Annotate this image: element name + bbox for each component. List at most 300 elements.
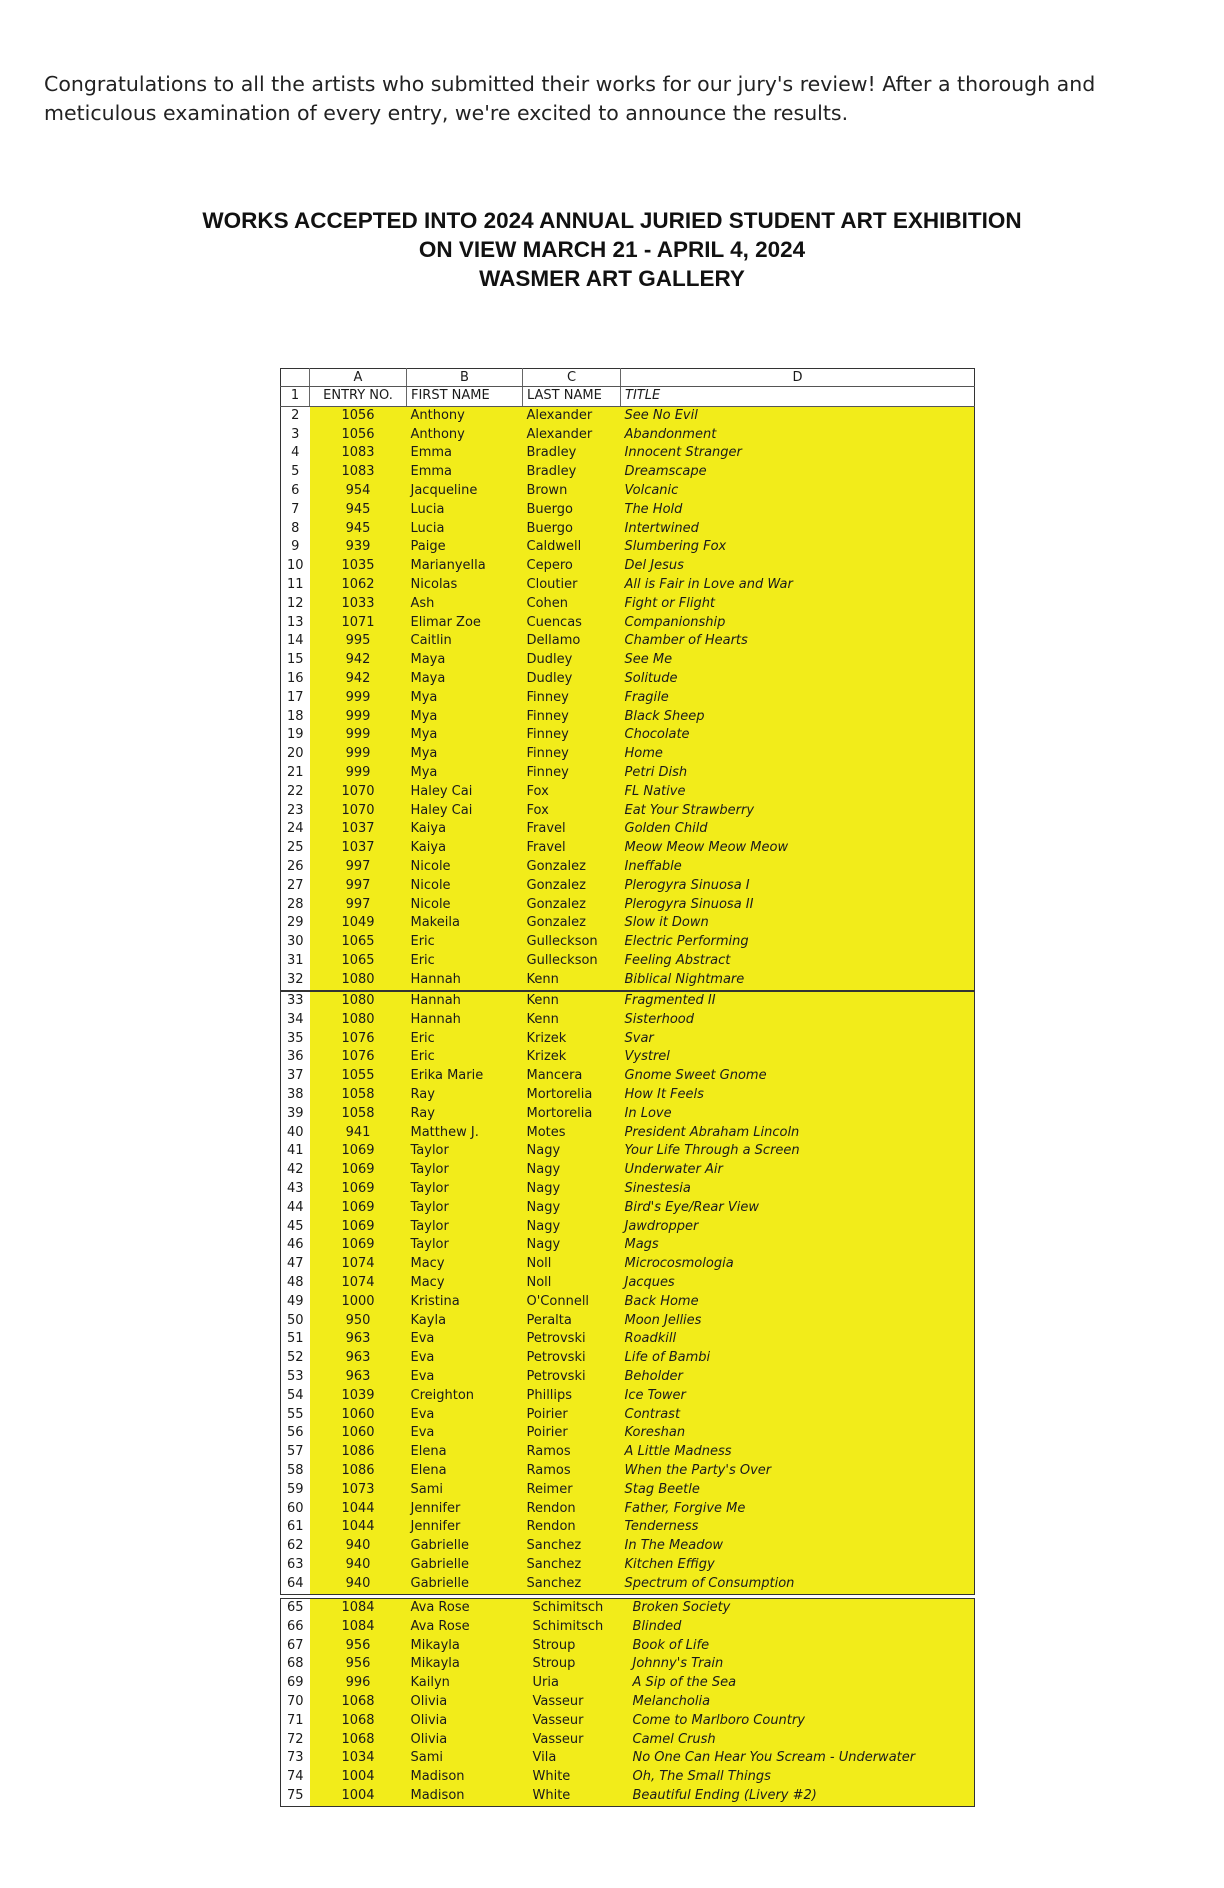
entry-no-cell: 1033 [310,595,407,614]
entry-no-cell: 940 [310,1575,407,1594]
title-cell: Del Jesus [621,557,975,576]
title-cell: Father, Forgive Me [621,1500,975,1519]
last-name-cell: Mortorelia [523,1086,621,1105]
first-name-cell: Olivia [407,1731,529,1750]
title-cell: President Abraham Lincoln [621,1124,975,1143]
table-row [281,614,975,633]
row-number: 37 [281,1067,310,1086]
title-cell: Oh, The Small Things [629,1768,975,1787]
entry-no-cell: 954 [310,482,407,501]
title-cell: In The Meadow [621,1537,975,1556]
title-cell: Beautiful Ending (Livery #2) [629,1787,975,1806]
title-cell: Ice Tower [621,1387,975,1406]
title-cell: Feeling Abstract [621,952,975,971]
table-row [281,538,975,557]
first-name-cell: Taylor [407,1161,523,1180]
first-name-cell: Taylor [407,1218,523,1237]
column-letter-c[interactable]: C [523,369,621,387]
entry-no-cell: 999 [310,764,407,783]
table-row [281,1618,975,1637]
column-letter-a[interactable]: A [310,369,407,387]
title-cell: Meow Meow Meow Meow [621,839,975,858]
entry-no-cell: 1035 [310,557,407,576]
entry-no-cell: 956 [310,1655,407,1674]
spreadsheet-block-1 [280,368,975,991]
title-cell: Contrast [621,1406,975,1425]
first-name-cell: Nicole [407,877,523,896]
title-cell: The Hold [621,501,975,520]
title-cell: Fragmented II [621,992,975,1011]
header-last-name: LAST NAME [523,387,621,407]
spreadsheet-block-2 [280,991,975,1595]
table-row [281,1575,975,1594]
row-number: 65 [281,1599,310,1618]
table-row [281,1693,975,1712]
first-name-cell: Haley Cai [407,783,523,802]
table-row [281,406,975,425]
first-name-cell: Macy [407,1255,523,1274]
first-name-cell: Mikayla [407,1655,529,1674]
title-cell: Plerogyra Sinuosa I [621,877,975,896]
entry-no-cell: 1000 [310,1293,407,1312]
row-number: 35 [281,1030,310,1049]
last-name-cell: Stroup [529,1637,629,1656]
table-row [281,1312,975,1331]
entry-no-cell: 1083 [310,444,407,463]
table-row [281,1655,975,1674]
table-row [281,689,975,708]
table-row [281,632,975,651]
last-name-cell: Cepero [523,557,621,576]
row-number: 20 [281,745,310,764]
row-number: 7 [281,501,310,520]
title-cell: Back Home [621,1293,975,1312]
last-name-cell: Phillips [523,1387,621,1406]
last-name-cell: Krizek [523,1030,621,1049]
entry-no-cell: 1083 [310,463,407,482]
title-cell: Innocent Stranger [621,444,975,463]
last-name-cell: Alexander [523,406,621,425]
table-row [281,576,975,595]
entry-no-cell: 1084 [310,1599,407,1618]
title-cell: Bird's Eye/Rear View [621,1199,975,1218]
last-name-cell: Kenn [523,971,621,990]
entry-no-cell: 1074 [310,1255,407,1274]
heading-line-1: WORKS ACCEPTED INTO 2024 ANNUAL JURIED STUDENT ART EXHIBITION [202,208,1022,233]
header-entry-no: ENTRY NO. [310,387,407,407]
row-number: 68 [281,1655,310,1674]
row-number: 3 [281,426,310,445]
row-number: 58 [281,1462,310,1481]
first-name-cell: Emma [407,463,523,482]
table-row [281,1124,975,1143]
first-name-cell: Erika Marie [407,1067,523,1086]
table-body-3 [281,1599,975,1807]
last-name-cell: Nagy [523,1161,621,1180]
last-name-cell: Fox [523,802,621,821]
entry-no-cell: 956 [310,1637,407,1656]
last-name-cell: Fravel [523,839,621,858]
entry-no-cell: 1065 [310,933,407,952]
row-number: 60 [281,1500,310,1519]
entry-no-cell: 1069 [310,1142,407,1161]
last-name-cell: Gulleckson [523,933,621,952]
table-row [281,1368,975,1387]
entry-no-cell: 1056 [310,406,407,425]
column-letter-b[interactable]: B [407,369,523,387]
last-name-cell: Nagy [523,1180,621,1199]
table-row [281,1731,975,1750]
last-name-cell: Petrovski [523,1330,621,1349]
table-row [281,1787,975,1806]
table-body-1 [281,406,975,990]
table-row [281,1481,975,1500]
row-number: 26 [281,858,310,877]
entry-no-cell: 1069 [310,1161,407,1180]
first-name-cell: Jacqueline [407,482,523,501]
last-name-cell: Rendon [523,1518,621,1537]
row-number: 23 [281,802,310,821]
row-number: 45 [281,1218,310,1237]
table-row [281,1180,975,1199]
entry-no-cell: 950 [310,1312,407,1331]
entry-no-cell: 942 [310,651,407,670]
first-name-cell: Jennifer [407,1518,523,1537]
first-name-cell: Madison [407,1787,529,1806]
row-number: 31 [281,952,310,971]
table-row [281,839,975,858]
table-row [281,1462,975,1481]
table-row [281,557,975,576]
first-name-cell: Sami [407,1481,523,1500]
entry-no-cell: 1060 [310,1406,407,1425]
last-name-cell: Schimitsch [529,1599,629,1618]
title-cell: Fragile [621,689,975,708]
last-name-cell: Krizek [523,1048,621,1067]
table-row [281,745,975,764]
entry-no-cell: 1068 [310,1712,407,1731]
first-name-cell: Taylor [407,1180,523,1199]
first-name-cell: Eva [407,1406,523,1425]
first-name-cell: Eric [407,952,523,971]
first-name-cell: Hannah [407,992,523,1011]
first-name-cell: Taylor [407,1236,523,1255]
entry-no-cell: 1004 [310,1787,407,1806]
entry-no-cell: 1034 [310,1749,407,1768]
first-name-cell: Eric [407,933,523,952]
row-number: 29 [281,914,310,933]
entry-no-cell: 940 [310,1537,407,1556]
entry-no-cell: 941 [310,1124,407,1143]
row-number: 4 [281,444,310,463]
row-number: 55 [281,1406,310,1425]
title-cell: See No Evil [621,406,975,425]
title-cell: How It Feels [621,1086,975,1105]
row-number: 2 [281,406,310,425]
last-name-cell: O'Connell [523,1293,621,1312]
table-row [281,914,975,933]
table-row [281,1500,975,1519]
last-name-cell: Alexander [523,426,621,445]
row-number: 15 [281,651,310,670]
table-row [281,1387,975,1406]
title-cell: Moon Jellies [621,1312,975,1331]
entry-no-cell: 963 [310,1368,407,1387]
table-row [281,1255,975,1274]
last-name-cell: Vasseur [529,1693,629,1712]
table-row [281,1768,975,1787]
title-cell: Svar [621,1030,975,1049]
table-row [281,463,975,482]
row-number: 1 [281,387,310,407]
last-name-cell: Dudley [523,670,621,689]
row-number: 24 [281,820,310,839]
last-name-cell: Petrovski [523,1368,621,1387]
first-name-cell: Macy [407,1274,523,1293]
entry-no-cell: 1058 [310,1105,407,1124]
last-name-cell: Motes [523,1124,621,1143]
row-number: 16 [281,670,310,689]
title-cell: Plerogyra Sinuosa II [621,896,975,915]
table-row [281,1599,975,1618]
row-number: 10 [281,557,310,576]
title-cell: FL Native [621,783,975,802]
row-number: 56 [281,1424,310,1443]
entry-no-cell: 963 [310,1330,407,1349]
first-name-cell: Gabrielle [407,1575,523,1594]
table-row [281,802,975,821]
entry-no-cell: 1065 [310,952,407,971]
last-name-cell: Poirier [523,1424,621,1443]
first-name-cell: Anthony [407,426,523,445]
entry-no-cell: 939 [310,538,407,557]
last-name-cell: Buergo [523,520,621,539]
title-cell: Sisterhood [621,1011,975,1030]
first-name-cell: Gabrielle [407,1556,523,1575]
last-name-cell: Gonzalez [523,877,621,896]
row-number: 73 [281,1749,310,1768]
title-cell: Chamber of Hearts [621,632,975,651]
last-name-cell: Mortorelia [523,1105,621,1124]
table-row [281,501,975,520]
first-name-cell: Mya [407,708,523,727]
title-cell: Koreshan [621,1424,975,1443]
row-number: 61 [281,1518,310,1537]
first-name-cell: Sami [407,1749,529,1768]
title-cell: Roadkill [621,1330,975,1349]
entry-no-cell: 1004 [310,1768,407,1787]
entry-no-cell: 1069 [310,1180,407,1199]
title-cell: Blinded [629,1618,975,1637]
table-row [281,877,975,896]
first-name-cell: Nicole [407,858,523,877]
title-cell: Eat Your Strawberry [621,802,975,821]
row-number: 22 [281,783,310,802]
last-name-cell: Fox [523,783,621,802]
title-cell: Vystrel [621,1048,975,1067]
last-name-cell: Peralta [523,1312,621,1331]
row-number: 74 [281,1768,310,1787]
title-cell: A Little Madness [621,1443,975,1462]
row-number: 19 [281,726,310,745]
table-row [281,992,975,1011]
first-name-cell: Mya [407,689,523,708]
first-name-cell: Hannah [407,1011,523,1030]
table-row [281,1030,975,1049]
first-name-cell: Ray [407,1086,523,1105]
row-number: 63 [281,1556,310,1575]
title-cell: Broken Society [629,1599,975,1618]
first-name-cell: Olivia [407,1712,529,1731]
spreadsheet-table-3 [280,1598,975,1807]
row-number: 62 [281,1537,310,1556]
row-number: 28 [281,896,310,915]
row-number: 38 [281,1086,310,1105]
first-name-cell: Kaiya [407,839,523,858]
first-name-cell: Taylor [407,1199,523,1218]
row-number: 34 [281,1011,310,1030]
title-cell: Ineffable [621,858,975,877]
spreadsheet-table-1 [280,368,975,991]
heading-line-2: ON VIEW MARCH 21 - APRIL 4, 2024 [418,237,806,262]
table-row [281,1712,975,1731]
first-name-cell: Nicole [407,896,523,915]
table-row [281,595,975,614]
table-row [281,1161,975,1180]
first-name-cell: Ray [407,1105,523,1124]
last-name-cell: Nagy [523,1218,621,1237]
table-row [281,1218,975,1237]
last-name-cell: Cloutier [523,576,621,595]
row-number: 9 [281,538,310,557]
table-row [281,1518,975,1537]
column-letter-d[interactable]: D [621,369,975,387]
entry-no-cell: 1069 [310,1218,407,1237]
last-name-cell: Noll [523,1274,621,1293]
title-cell: Stag Beetle [621,1481,975,1500]
first-name-cell: Lucia [407,501,523,520]
first-name-cell: Maya [407,670,523,689]
row-number: 6 [281,482,310,501]
first-name-cell: Ash [407,595,523,614]
first-name-cell: Eva [407,1424,523,1443]
last-name-cell: Nagy [523,1199,621,1218]
title-cell: Gnome Sweet Gnome [621,1067,975,1086]
exhibition-headings [0,206,1224,293]
title-cell: Slow it Down [621,914,975,933]
first-name-cell: Hannah [407,971,523,990]
first-name-cell: Eva [407,1330,523,1349]
entry-no-cell: 999 [310,689,407,708]
title-cell: Black Sheep [621,708,975,727]
last-name-cell: Dudley [523,651,621,670]
table-row [281,764,975,783]
entry-no-cell: 995 [310,632,407,651]
row-number: 43 [281,1180,310,1199]
last-name-cell: Poirier [523,1406,621,1425]
title-cell: Solitude [621,670,975,689]
row-number: 59 [281,1481,310,1500]
row-number: 44 [281,1199,310,1218]
last-name-cell: Schimitsch [529,1618,629,1637]
entry-no-cell: 999 [310,726,407,745]
first-name-cell: Elimar Zoe [407,614,523,633]
row-number: 8 [281,520,310,539]
row-number: 52 [281,1349,310,1368]
last-name-cell: Nagy [523,1236,621,1255]
row-number: 47 [281,1255,310,1274]
title-cell: Beholder [621,1368,975,1387]
first-name-cell: Caitlin [407,632,523,651]
entry-no-cell: 1037 [310,820,407,839]
table-row [281,1424,975,1443]
header-first-name: FIRST NAME [407,387,523,407]
last-name-cell: Finney [523,726,621,745]
last-name-cell: Finney [523,745,621,764]
last-name-cell: Cohen [523,595,621,614]
entry-no-cell: 997 [310,858,407,877]
last-name-cell: Sanchez [523,1575,621,1594]
entry-no-cell: 1058 [310,1086,407,1105]
row-number: 25 [281,839,310,858]
table-row [281,1086,975,1105]
row-number: 57 [281,1443,310,1462]
last-name-cell: Kenn [523,1011,621,1030]
title-cell: Companionship [621,614,975,633]
row-number: 12 [281,595,310,614]
last-name-cell: Finney [523,764,621,783]
table-row [281,1637,975,1656]
last-name-cell: Gulleckson [523,952,621,971]
title-cell: Biblical Nightmare [621,971,975,990]
spreadsheet-block-3 [280,1598,975,1807]
last-name-cell: Ramos [523,1462,621,1481]
entry-no-cell: 1039 [310,1387,407,1406]
first-name-cell: Matthew J. [407,1124,523,1143]
first-name-cell: Haley Cai [407,802,523,821]
entry-no-cell: 1076 [310,1030,407,1049]
row-number: 17 [281,689,310,708]
table-row [281,1406,975,1425]
first-name-cell: Kayla [407,1312,523,1331]
table-row [281,670,975,689]
row-number: 67 [281,1637,310,1656]
row-number: 50 [281,1312,310,1331]
title-cell: Sinestesia [621,1180,975,1199]
row-number: 69 [281,1674,310,1693]
first-name-cell: Kaiya [407,820,523,839]
last-name-cell: Bradley [523,463,621,482]
title-cell: Fight or Flight [621,595,975,614]
last-name-cell: Kenn [523,992,621,1011]
first-name-cell: Madison [407,1768,529,1787]
row-number: 27 [281,877,310,896]
first-name-cell: Paige [407,538,523,557]
last-name-cell: Mancera [523,1067,621,1086]
title-cell: Microcosmologia [621,1255,975,1274]
last-name-cell: Gonzalez [523,914,621,933]
table-row [281,1330,975,1349]
heading-line-3: WASMER ART GALLERY [479,266,745,291]
entry-no-cell: 1060 [310,1424,407,1443]
first-name-cell: Gabrielle [407,1537,523,1556]
table-row [281,896,975,915]
entry-no-cell: 1086 [310,1443,407,1462]
title-cell: Kitchen Effigy [621,1556,975,1575]
table-row [281,1199,975,1218]
title-cell: Tenderness [621,1518,975,1537]
last-name-cell: Gonzalez [523,896,621,915]
